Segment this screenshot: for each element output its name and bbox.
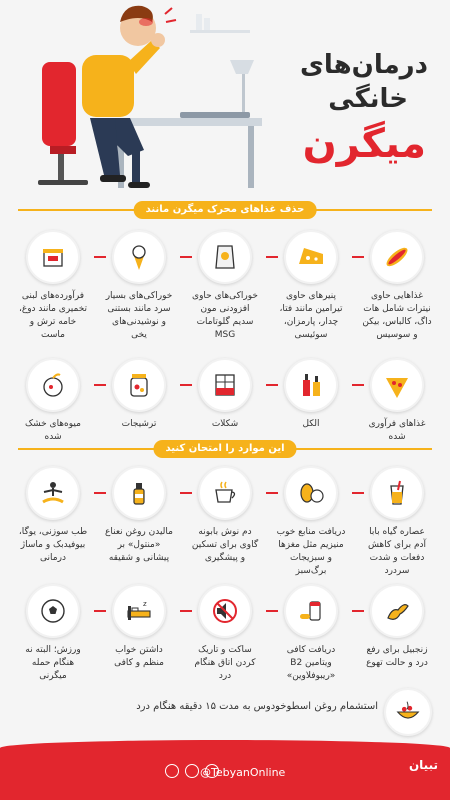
separator-dash [94, 256, 106, 258]
svg-text:z: z [143, 600, 147, 608]
cheese-icon [284, 230, 338, 284]
brand-logo-text: تبیان [408, 758, 438, 772]
telegram-icon[interactable] [165, 764, 179, 778]
social-handle[interactable]: @TebyanOnline [200, 766, 286, 779]
no-sound-icon [198, 584, 252, 638]
item-caption: خوراکی‌های بسیار سرد مانند بستنی و نوشیدنی‌های یخی [105, 291, 173, 340]
list-item [104, 466, 174, 565]
footer-curve [0, 740, 450, 756]
pickle-jar-icon [112, 358, 166, 412]
item-caption: زنجبیل برای رفع درد و حالت تهوع [366, 645, 428, 668]
list-item [18, 584, 88, 683]
section-2-heading: این موارد را امتحان کنید [153, 440, 296, 458]
list-item [190, 230, 260, 342]
item-caption: میوه‌های خشک شده [25, 419, 81, 442]
list-item [276, 466, 346, 578]
section-2-heading-band [18, 440, 432, 458]
separator-dash [266, 492, 278, 494]
section-1-row-1 [18, 230, 432, 350]
ginger-juice-icon [370, 466, 424, 520]
instagram-icon[interactable] [185, 764, 199, 778]
section-1-heading: حذف غذاهای محرک میگرن مانند [134, 201, 317, 219]
item-caption: ورزش؛ البته نه هنگام حمله میگرنی [25, 645, 81, 681]
dried-fruit-icon [26, 358, 80, 412]
list-item [190, 466, 260, 565]
item-caption: غذاهای فرآوری شده [368, 419, 426, 442]
list-item [18, 230, 88, 342]
list-item [362, 358, 432, 444]
separator-dash [352, 610, 364, 612]
list-item [276, 230, 346, 342]
separator-dash [266, 610, 278, 612]
list-item [104, 230, 174, 342]
title-block [248, 48, 428, 168]
item-caption: خوراکی‌های حاوی افزودنی مون سدیم گلوتامات MSG [192, 291, 258, 340]
chocolate-icon [198, 358, 252, 412]
section-1-heading-band [18, 201, 432, 219]
item-caption: دریافت کافی ویتامین B2 «ریبوفلاوین» [286, 645, 336, 681]
item-caption: ساکت و تاریک کردن اتاق هنگام درد [194, 645, 256, 681]
list-item [362, 584, 432, 670]
list-item [18, 466, 88, 565]
ball-icon [26, 584, 80, 638]
ginger-root-icon [370, 584, 424, 638]
separator-dash [94, 610, 106, 612]
separator-dash [352, 492, 364, 494]
tea-cup-icon [198, 466, 252, 520]
separator-dash [180, 492, 192, 494]
vitamin-pills-icon [284, 584, 338, 638]
separator-dash [180, 610, 192, 612]
hero-section [0, 0, 450, 198]
item-caption: الکل [302, 419, 320, 429]
bed-icon [112, 584, 166, 638]
snack-bag-icon [198, 230, 252, 284]
item-caption: فرآورده‌های لبنی تخمیری مانند دوغ، خامه ترش و ماست [18, 291, 88, 340]
item-caption: پنیرهای حاوی تیرامین مانند فتا، چدار، پارمزان، سوئیسی [279, 291, 343, 340]
separator-dash [352, 384, 364, 386]
item-caption: ترشیجات [121, 419, 157, 429]
separator-dash [266, 256, 278, 258]
lavender-note [18, 688, 432, 726]
oil-bottle-icon [112, 466, 166, 520]
item-caption: دم نوش بابونه گاوی برای تسکین و پیشگیری [191, 527, 259, 563]
item-caption: شکلات [211, 419, 239, 429]
title-line-2: خانگی [328, 84, 408, 114]
man-at-desk-illustration [20, 0, 270, 198]
separator-dash [180, 384, 192, 386]
list-item [362, 466, 432, 578]
hotdog-icon [370, 230, 424, 284]
item-caption: مالیدن روغن نعناع «منتول» بر پیشانی و شقیقه [104, 527, 173, 563]
title-line-3: میگرن [302, 121, 426, 167]
separator-dash [180, 256, 192, 258]
section-1-row-2 [18, 358, 432, 442]
list-item [104, 584, 174, 670]
list-item [18, 358, 88, 444]
separator-dash [352, 256, 364, 258]
yoga-icon [26, 466, 80, 520]
bottles-icon [284, 358, 338, 412]
title-line-1: درمان‌های [300, 50, 428, 80]
separator-dash [94, 492, 106, 494]
herb-bowl-icon [384, 688, 432, 736]
separator-dash [94, 384, 106, 386]
item-caption: عصاره گیاه بابا آدم برای کاهش دفعات و شدت سردرد [367, 527, 427, 576]
item-caption: غذاهایی حاوی نیترات شامل هات داگ، کالباس، بیکن و سوسیس [362, 291, 432, 340]
section-2-row-2 [18, 584, 432, 684]
nuts-icon [284, 466, 338, 520]
item-caption: دریافت منابع خوب منیزیم مثل مغزها و سبزیجات برگ‌سبز [276, 527, 346, 576]
list-item [190, 584, 260, 683]
list-item [276, 358, 346, 431]
item-caption: طب سوزنی، یوگا، بیوفیدبک و ماساژ درمانی [18, 527, 88, 563]
list-item [104, 358, 174, 431]
list-item [276, 584, 346, 683]
separator-dash [266, 384, 278, 386]
pizza-icon [370, 358, 424, 412]
list-item [190, 358, 260, 431]
yogurt-icon [26, 230, 80, 284]
note-text: استشمام روغن اسطوخودوس به مدت ۱۵ دقیقه هنگام درد [136, 701, 378, 712]
footer [0, 748, 450, 800]
ice-cream-icon [112, 230, 166, 284]
item-caption: داشتن خواب منظم و کافی [114, 645, 164, 668]
list-item [362, 230, 432, 342]
section-2-row-1 [18, 466, 432, 578]
